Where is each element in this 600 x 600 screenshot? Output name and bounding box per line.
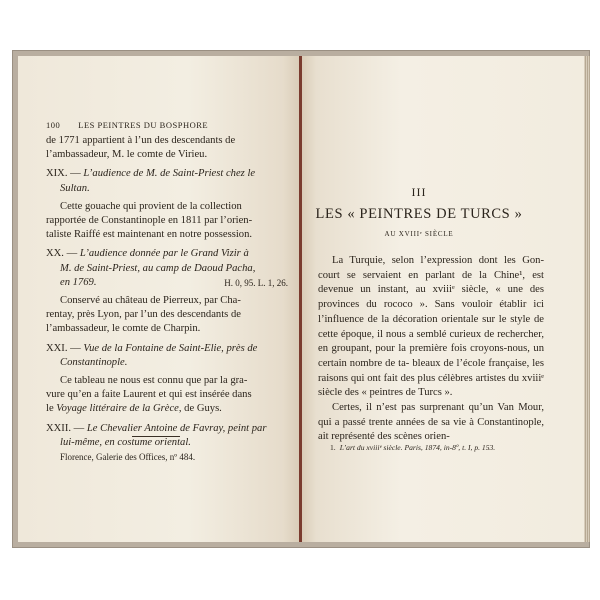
line-text: XXII. —	[46, 422, 85, 434]
line-text: taliste Raiffé est maintenant en notre possession.	[46, 229, 253, 241]
left-line	[46, 228, 288, 242]
left-line	[46, 262, 288, 276]
footnote-number: 1.	[330, 443, 336, 452]
line-text: de 1771 appartient à l’un des descendants de	[46, 135, 236, 146]
line-text: XXI. —	[46, 342, 81, 354]
left-line	[46, 342, 288, 356]
left-line	[46, 247, 288, 261]
line-text: en 1769.	[60, 276, 97, 288]
footnote-text: L’art du xviiiᵉ siècle. Paris, 1874, in-8º, t. I, p. 153.	[339, 443, 496, 452]
chapter-number: III	[411, 185, 427, 199]
right-paragraph: Certes, il n’est pas surprenant qu’un Van Mour, qui a passé trente années de sa vie à Constantinople, ait représenté des scènes orien-	[318, 402, 544, 443]
section-rule	[132, 436, 180, 437]
left-line	[46, 422, 288, 436]
line-text: lui-même, en costume oriental.	[60, 436, 191, 448]
line-text: XX. —	[46, 248, 78, 260]
line-text: , de Guys.	[178, 403, 222, 415]
footnote	[318, 443, 544, 452]
line-text: L’audience de M. de Saint-Priest chez le	[83, 168, 256, 180]
line-text: Voyage littéraire de la Grèce	[56, 403, 179, 415]
left-line	[46, 200, 288, 214]
line-text: H. 0, 95. L. 1, 26.	[224, 277, 288, 288]
left-line	[46, 450, 288, 465]
line-text: Constantinople.	[60, 356, 128, 368]
left-line	[46, 276, 288, 290]
line-text: le	[46, 403, 57, 415]
line-text: l’ambassadeur, le comte de Charpin.	[46, 323, 201, 335]
left-line	[46, 167, 288, 181]
line-text: Le Chevalier Antoine de Favray, peint par	[86, 422, 267, 434]
left-line	[46, 148, 288, 162]
right-paragraph: La Turquie, selon l’expression dont les Gon- court se servaient en parlant de la Chine¹, est devenue un instant, au xviiiᵉ siècle, « une des provinces du rococo ». Sans vouloir établir ici l’influence de la décoration orientale sur le style de cette époque, il nous a semblé curieux de rechercher, en groupant, pour la première fois croyons-nous, un certain nombre de ta- bleaux de l’école française, les raisons qui ont fait des plus célèbres artistes du xviiiᵉ siècle des « peintres de Turcs ».	[318, 255, 544, 399]
line-text: L’audience donnée par le Grand Vizir à	[79, 248, 249, 260]
left-line	[46, 134, 288, 148]
chapter-title: LES « PEINTRES DE TURCS »	[315, 206, 523, 222]
line-text: M. de Saint-Priest, au camp de Daoud Pacha,	[60, 262, 256, 274]
left-line	[46, 402, 288, 416]
line-text: Conservé au château de Pierreux, par Cha-	[60, 295, 241, 307]
line-text: Vue de la Fontaine de Saint-Elie, près de	[83, 342, 258, 354]
left-line	[46, 322, 288, 336]
line-text: l’ambassadeur, M. le comte de Virieu.	[46, 149, 208, 161]
line-text: rentay, près Lyon, par l’un des descendants de	[46, 309, 241, 321]
left-line	[46, 214, 288, 228]
line-text: vure qu’en a faite Laurent et qui est insérée dans	[46, 389, 252, 401]
running-head-title: LES PEINTRES DU BOSPHORE	[78, 120, 209, 130]
line-text: rapportée de Constantinople en 1811 par l’orien-	[46, 215, 253, 227]
left-line	[46, 182, 288, 196]
left-line	[46, 436, 288, 450]
left-line	[46, 356, 288, 370]
running-head	[46, 120, 208, 130]
line-text: Florence, Galerie des Offices, nº 484.	[60, 452, 196, 463]
right-page-body	[318, 254, 544, 445]
left-page-body	[46, 134, 288, 465]
line-text: Ce tableau ne nous est connu que par la gra-	[60, 375, 248, 387]
page-edges	[584, 56, 590, 542]
left-line	[46, 308, 288, 322]
left-line	[46, 388, 288, 402]
left-line	[46, 374, 288, 388]
left-line	[46, 294, 288, 308]
line-text: Cette gouache qui provient de la collection	[60, 200, 242, 212]
line-text: Sultan.	[60, 182, 90, 194]
chapter-subtitle: AU XVIIIᵉ SIÈCLE	[384, 230, 454, 238]
page-number: 100	[46, 120, 61, 130]
line-text: XIX. —	[46, 168, 81, 180]
